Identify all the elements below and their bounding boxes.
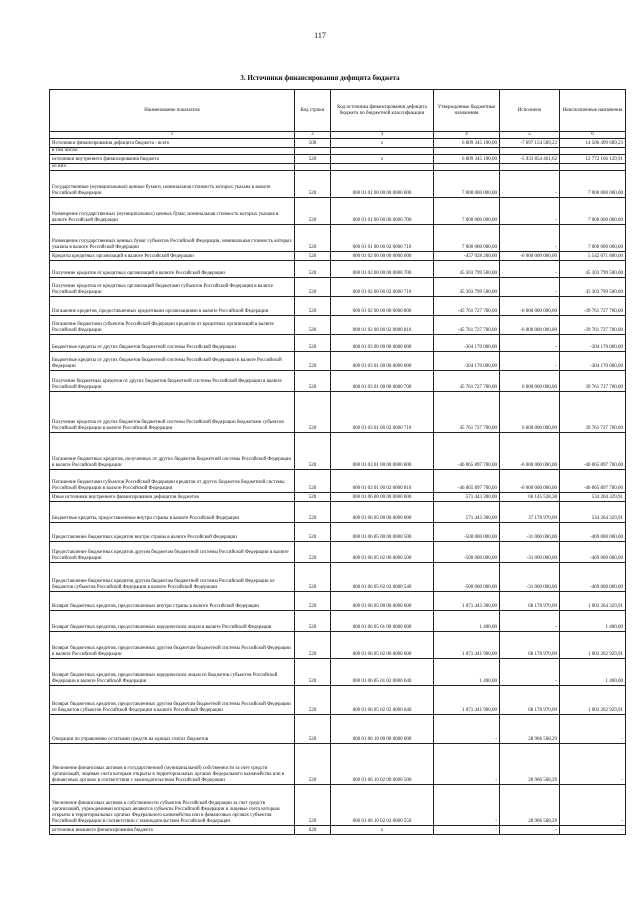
- row-executed: 68 178 970,09: [500, 686, 560, 715]
- table-row: [50, 316, 626, 335]
- row-unexecuted: -: [560, 715, 626, 744]
- row-name: источники внутреннего финансирования бюджета: [50, 155, 295, 164]
- row-unexecuted: -39 761 727 700,00: [560, 316, 626, 335]
- table-row: [50, 523, 626, 542]
- row-kbk: 000 01 06 05 02 02 0000 640: [331, 686, 434, 715]
- table-row: [50, 148, 626, 155]
- row-name: Размещение государственных ценных бумаг субъектов Российской Федерации, номинальная стоимость которых указана в валюте Российской Федерации: [50, 225, 295, 252]
- row-approved: 6 809 345 100,00: [434, 155, 500, 164]
- row-unexecuted: -: [560, 826, 626, 835]
- row-kbk: 000 01 01 00 00 00 0000 000: [331, 171, 434, 198]
- row-approved: 1 400,00: [434, 659, 500, 686]
- row-approved: -45 761 727 700,00: [434, 316, 500, 335]
- table-row: [50, 261, 626, 278]
- row-approved: 6 809 345 100,00: [434, 139, 500, 148]
- row-approved: 1 400,00: [434, 611, 500, 632]
- row-name: в том числе:: [50, 148, 295, 155]
- row-unexecuted: [560, 164, 626, 171]
- row-kbk: 000 01 02 00 00 02 0000 710: [331, 278, 434, 297]
- table-row: [50, 335, 626, 352]
- table-row: [50, 592, 626, 611]
- table-row: [50, 826, 626, 835]
- row-kbk: 000 01 06 05 01 00 0000 600: [331, 611, 434, 632]
- row-approved: -500 000 000,00: [434, 523, 500, 542]
- row-code: 520: [295, 171, 331, 198]
- row-kbk: 000 01 06 05 02 02 0000 540: [331, 563, 434, 592]
- row-unexecuted: [560, 148, 626, 155]
- row-unexecuted: 7 000 000 000,00: [560, 171, 626, 198]
- table-row: [50, 502, 626, 523]
- row-kbk: 000 01 06 10 02 00 0000 500: [331, 744, 434, 785]
- row-name: Бюджетные кредиты от других бюджетов бюджетной системы Российской Федерации: [50, 335, 295, 352]
- row-approved: 1 071 441 900,00: [434, 632, 500, 659]
- row-code: 520: [295, 392, 331, 433]
- row-code: [295, 148, 331, 155]
- row-code: 520: [295, 523, 331, 542]
- row-executed: [500, 164, 560, 171]
- row-unexecuted: 534 264 329,91: [560, 502, 626, 523]
- table-row: [50, 542, 626, 563]
- row-unexecuted: -40 065 897 700,00: [560, 470, 626, 493]
- table-row: [50, 785, 626, 826]
- row-approved: 1 071 441 900,00: [434, 686, 500, 715]
- row-approved: 1 071 443 300,00: [434, 592, 500, 611]
- row-name: Иные источники внутреннего финансирования дефицитов бюджетов: [50, 493, 295, 502]
- row-unexecuted: -: [560, 744, 626, 785]
- row-code: 520: [295, 278, 331, 297]
- row-kbk: 000 01 06 05 00 00 0000 500: [331, 523, 434, 542]
- row-kbk: 000 01 06 05 02 00 0000 600: [331, 632, 434, 659]
- row-approved: -457 928 200,00: [434, 252, 500, 261]
- table-row: [50, 611, 626, 632]
- row-approved: -500 000 000,00: [434, 563, 500, 592]
- row-unexecuted: 1 003 262 929,91: [560, 686, 626, 715]
- row-name: Предоставление бюджетных кредитов другим бюджетам бюджетной системы Российской Федерации из бюджетов субъектов Российской Федерации в валюте Российской Федерации: [50, 563, 295, 592]
- row-executed: -: [500, 278, 560, 297]
- row-approved: 45 303 799 500,00: [434, 278, 500, 297]
- row-kbk: 000 01 03 01 00 00 0000 800: [331, 433, 434, 470]
- row-approved: -500 000 000,00: [434, 542, 500, 563]
- row-name: Возврат бюджетных кредитов, предоставленных другим бюджетам бюджетной системы Российской Федерации в валюте Российской Федерации: [50, 632, 295, 659]
- header-executed: Исполнено: [500, 90, 560, 132]
- row-code: 520: [295, 433, 331, 470]
- table-row: [50, 493, 626, 502]
- row-kbk: x: [331, 139, 434, 148]
- row-executed: -: [500, 335, 560, 352]
- row-approved: [434, 164, 500, 171]
- row-name: Возврат бюджетных кредитов, предоставленных другим бюджетам бюджетной системы Российской Федерации из бюджетов субъектов Российской Федерации в валюте Российской Федерации: [50, 686, 295, 715]
- row-kbk: [331, 164, 434, 171]
- row-code: 520: [295, 493, 331, 502]
- row-kbk: 000 01 02 00 00 00 0000 800: [331, 297, 434, 316]
- row-kbk: x: [331, 155, 434, 164]
- row-unexecuted: -469 000 000,00: [560, 563, 626, 592]
- row-executed: -7 697 154 589,23: [500, 139, 560, 148]
- row-kbk: 000 01 02 00 00 00 0000 700: [331, 261, 434, 278]
- column-number: 3: [331, 132, 434, 139]
- row-unexecuted: 7 000 000 000,00: [560, 225, 626, 252]
- row-name: Получение кредитов от других бюджетов бюджетной системы Российской Федерации бюджетами субъектов Российской Федерации в валюте Российской Федерации: [50, 392, 295, 433]
- row-approved: 45 761 727 700,00: [434, 392, 500, 433]
- row-code: 520: [295, 470, 331, 493]
- table-row: [50, 278, 626, 297]
- row-unexecuted: 1 400,00: [560, 611, 626, 632]
- row-approved: -46 065 897 700,00: [434, 470, 500, 493]
- row-executed: 68 178 970,09: [500, 632, 560, 659]
- row-name: Получение бюджетных кредитов от других бюджетов бюджетной системы Российской Федерации в валюте Российской Федерации: [50, 371, 295, 392]
- row-executed: -31 000 000,00: [500, 542, 560, 563]
- row-executed: -: [500, 826, 560, 835]
- row-kbk: 000 01 03 01 00 02 0000 810: [331, 470, 434, 493]
- table-row: [50, 225, 626, 252]
- row-approved: -: [434, 715, 500, 744]
- row-name: Получение кредитов от кредитных организаций в валюте Российской Федерации: [50, 261, 295, 278]
- row-unexecuted: -469 000 000,00: [560, 523, 626, 542]
- row-executed: -: [500, 611, 560, 632]
- row-unexecuted: -304 170 000,00: [560, 335, 626, 352]
- row-executed: 6 000 000 000,00: [500, 371, 560, 392]
- row-name: Предоставление бюджетных кредитов внутри страны в валюте Российской Федерации: [50, 523, 295, 542]
- row-executed: -6 000 000 000,00: [500, 297, 560, 316]
- row-kbk: x: [331, 826, 434, 835]
- row-kbk: 000 01 06 05 01 02 0000 640: [331, 659, 434, 686]
- row-name: Предоставление бюджетных кредитов другим бюджетам бюджетной системы Российской Федерации в валюте Российской Федерации: [50, 542, 295, 563]
- row-unexecuted: 45 303 799 500,00: [560, 261, 626, 278]
- table-row: [50, 686, 626, 715]
- header-kbk: Код источника финансирования дефицита бюджета по бюджетной классификации: [331, 90, 434, 132]
- row-code: 520: [295, 352, 331, 371]
- row-name: Источники финансирования дефицита бюджета - всего: [50, 139, 295, 148]
- row-name: Возврат бюджетных кредитов, предоставленных юридическим лицам в валюте Российской Федерации: [50, 611, 295, 632]
- table-row: [50, 744, 626, 785]
- row-executed: -6 000 000 000,00: [500, 316, 560, 335]
- row-name: Получение кредитов от кредитных организаций бюджетами субъектов Российской Федерации в валюте Российской Федерации: [50, 278, 295, 297]
- column-number-row: [50, 132, 626, 139]
- row-unexecuted: 1 003 264 329,91: [560, 592, 626, 611]
- row-unexecuted: 45 303 799 500,00: [560, 278, 626, 297]
- row-approved: -45 761 727 700,00: [434, 297, 500, 316]
- row-executed: -: [500, 171, 560, 198]
- table-row: [50, 433, 626, 470]
- row-approved: 571 443 300,00: [434, 502, 500, 523]
- row-kbk: 000 01 02 00 00 00 0000 000: [331, 252, 434, 261]
- row-code: 520: [295, 297, 331, 316]
- row-kbk: 000 01 03 01 00 00 0000 000: [331, 352, 434, 371]
- row-kbk: 000 01 03 01 00 00 0000 700: [331, 371, 434, 392]
- row-code: [295, 164, 331, 171]
- table-row: [50, 371, 626, 392]
- row-unexecuted: 5 542 071 800,00: [560, 252, 626, 261]
- table-row: [50, 139, 626, 148]
- header-unexecuted: Неисполненные назначения: [560, 90, 626, 132]
- row-kbk: 000 01 06 10 00 00 0000 000: [331, 715, 434, 744]
- row-unexecuted: -39 761 727 700,00: [560, 297, 626, 316]
- column-number: 2: [295, 132, 331, 139]
- row-approved: -: [434, 744, 500, 785]
- row-approved: -: [434, 785, 500, 826]
- row-approved: 7 000 000 000,00: [434, 171, 500, 198]
- row-unexecuted: 534 264 329,91: [560, 493, 626, 502]
- row-name: Погашение кредитов, предоставленных кредитными организациями в валюте Российской Федерации: [50, 297, 295, 316]
- row-approved: 45 303 799 500,00: [434, 261, 500, 278]
- row-name: Операции по управлению остатками средств на единых счетах бюджетов: [50, 715, 295, 744]
- row-executed: 28 966 568,29: [500, 744, 560, 785]
- row-kbk: 000 01 06 05 00 00 0000 000: [331, 502, 434, 523]
- row-executed: -: [500, 659, 560, 686]
- row-name: Увеличение финансовых активов в собственности субъектов Российской Федерации за счет средств организаций, учреждениями которых являются субъекты Российской Федерации и лицевые счета которым открыты в территориальных органах Федерального казначейства или в финансовых органах субъектов Российской Федерации в соответствии с законодательством Российской Федерации: [50, 785, 295, 826]
- row-kbk: 000 01 06 00 00 00 0000 000: [331, 493, 434, 502]
- row-kbk: 000 01 06 10 02 02 0000 550: [331, 785, 434, 826]
- row-code: 520: [295, 632, 331, 659]
- row-executed: -31 000 000,00: [500, 563, 560, 592]
- header-approved: Утвержденные бюджетные назначения: [434, 90, 500, 132]
- header-code: Код строки: [295, 90, 331, 132]
- row-code: 500: [295, 139, 331, 148]
- row-name: Погашение бюджетами субъектов Российской Федерации кредитов от других бюджетов бюджетной системы Российской Федерации в валюте Российской Федерации: [50, 470, 295, 493]
- row-unexecuted: -469 000 000,00: [560, 542, 626, 563]
- row-code: 520: [295, 371, 331, 392]
- table-row: [50, 155, 626, 164]
- row-approved: -304 170 000,00: [434, 335, 500, 352]
- row-code: 520: [295, 563, 331, 592]
- row-name: Возврат бюджетных кредитов, предоставленных юридическим лицам из бюджетов субъектов Российской Федерации в валюте Российской Федерации: [50, 659, 295, 686]
- row-kbk: [331, 148, 434, 155]
- row-name: Увеличение финансовых активов в государственной (муниципальной) собственности за счет средств организаций, лицевые счета которым открыты в территориальных органах Федерального казначейства или в финансовых органах в соответствии с законодательством Российской Федерации: [50, 744, 295, 785]
- row-unexecuted: -40 065 897 700,00: [560, 433, 626, 470]
- row-name: Кредиты кредитных организаций в валюте Российской Федерации: [50, 252, 295, 261]
- row-kbk: 000 01 03 01 00 02 0000 710: [331, 392, 434, 433]
- row-name: Погашение бюджетных кредитов, полученных от других бюджетов бюджетной системы Российской Федерации в валюте Российской Федерации: [50, 433, 295, 470]
- row-executed: -: [500, 225, 560, 252]
- row-executed: 37 178 970,09: [500, 502, 560, 523]
- row-kbk: 000 01 01 00 00 02 0000 710: [331, 225, 434, 252]
- row-approved: 7 000 000 000,00: [434, 225, 500, 252]
- table-row: [50, 198, 626, 225]
- financing-sources-table: [49, 89, 626, 835]
- row-executed: 66 145 538,38: [500, 493, 560, 502]
- row-code: 520: [295, 592, 331, 611]
- row-kbk: 000 01 03 00 00 00 0000 000: [331, 335, 434, 352]
- table-row: [50, 164, 626, 171]
- row-kbk: 000 01 06 05 02 00 0000 500: [331, 542, 434, 563]
- table-row: [50, 352, 626, 371]
- row-code: 520: [295, 785, 331, 826]
- row-approved: -46 065 897 700,00: [434, 433, 500, 470]
- table-row: [50, 563, 626, 592]
- section-title: 3. Источники финансирования дефицита бюджета: [240, 74, 400, 82]
- row-name: Бюджетные кредиты от других бюджетов бюджетной системы Российской Федерации в валюте Российской Федерации: [50, 352, 295, 371]
- row-executed: 28 966 568,29: [500, 715, 560, 744]
- table-row: [50, 715, 626, 744]
- row-code: 520: [295, 659, 331, 686]
- row-executed: -6 000 000 000,00: [500, 252, 560, 261]
- row-code: 520: [295, 316, 331, 335]
- row-executed: 68 178 970,09: [500, 592, 560, 611]
- page-number: 117: [314, 31, 326, 40]
- row-unexecuted: 14 506 499 689,23: [560, 139, 626, 148]
- row-approved: 7 000 000 000,00: [434, 198, 500, 225]
- row-kbk: 000 01 02 00 00 02 0000 810: [331, 316, 434, 335]
- row-code: 520: [295, 744, 331, 785]
- row-unexecuted: 12 772 166 129,91: [560, 155, 626, 164]
- header-name: Наименование показателя: [50, 90, 295, 132]
- row-approved: 45 761 727 700,00: [434, 371, 500, 392]
- row-name: Бюджетные кредиты, предоставленные внутри страны в валюте Российской Федерации: [50, 502, 295, 523]
- row-code: 520: [295, 155, 331, 164]
- row-code: 520: [295, 542, 331, 563]
- row-unexecuted: 1 400,00: [560, 659, 626, 686]
- table-row: [50, 252, 626, 261]
- row-approved: [434, 148, 500, 155]
- row-executed: -: [500, 352, 560, 371]
- row-kbk: 000 01 01 00 00 00 0000 700: [331, 198, 434, 225]
- row-name: Возврат бюджетных кредитов, предоставленных внутри страны в валюте Российской Федерации: [50, 592, 295, 611]
- row-unexecuted: 7 000 000 000,00: [560, 198, 626, 225]
- row-unexecuted: -: [560, 785, 626, 826]
- table-row: [50, 659, 626, 686]
- row-name: Погашение бюджетами субъектов Российской Федерации кредитов от кредитных организаций в валюте Российской Федерации: [50, 316, 295, 335]
- row-approved: 571 443 300,00: [434, 493, 500, 502]
- row-code: 520: [295, 198, 331, 225]
- row-executed: -5 933 854 461,62: [500, 155, 560, 164]
- column-number: 6: [560, 132, 626, 139]
- table-row: [50, 171, 626, 198]
- row-executed: -6 000 000 000,00: [500, 470, 560, 493]
- row-approved: -304 170 000,00: [434, 352, 500, 371]
- row-code: 520: [295, 261, 331, 278]
- row-executed: 28 966 568,29: [500, 785, 560, 826]
- row-code: 520: [295, 611, 331, 632]
- table-row: [50, 632, 626, 659]
- column-number: 5: [500, 132, 560, 139]
- row-approved: -: [434, 826, 500, 835]
- table-row: [50, 297, 626, 316]
- row-kbk: 000 01 06 05 00 00 0000 600: [331, 592, 434, 611]
- table-row: [50, 470, 626, 493]
- row-executed: -: [500, 261, 560, 278]
- row-code: 520: [295, 335, 331, 352]
- table-row: [50, 392, 626, 433]
- row-unexecuted: 39 761 727 700,00: [560, 371, 626, 392]
- table-header-row: [50, 90, 626, 132]
- row-code: 620: [295, 826, 331, 835]
- row-executed: 6 000 000 000,00: [500, 392, 560, 433]
- row-executed: [500, 148, 560, 155]
- row-executed: -6 000 000 000,00: [500, 433, 560, 470]
- column-number: 4: [434, 132, 500, 139]
- row-executed: -: [500, 198, 560, 225]
- row-unexecuted: 39 761 727 700,00: [560, 392, 626, 433]
- row-name: Государственные (муниципальные) ценные бумаги, номинальная стоимость которых указана в валюте Российской Федерации: [50, 171, 295, 198]
- row-executed: -31 000 000,00: [500, 523, 560, 542]
- row-name: из них:: [50, 164, 295, 171]
- column-number: 1: [50, 132, 295, 139]
- row-code: 520: [295, 225, 331, 252]
- row-code: 520: [295, 252, 331, 261]
- row-name: источники внешнего финансирования бюджета: [50, 826, 295, 835]
- row-code: 520: [295, 715, 331, 744]
- row-code: 520: [295, 502, 331, 523]
- row-code: 520: [295, 686, 331, 715]
- row-unexecuted: 1 003 262 929,91: [560, 632, 626, 659]
- row-unexecuted: -304 170 000,00: [560, 352, 626, 371]
- row-name: Размещение государственных (муниципальных) ценных бумаг, номинальная стоимость которых указана в валюте Российской Федерации: [50, 198, 295, 225]
